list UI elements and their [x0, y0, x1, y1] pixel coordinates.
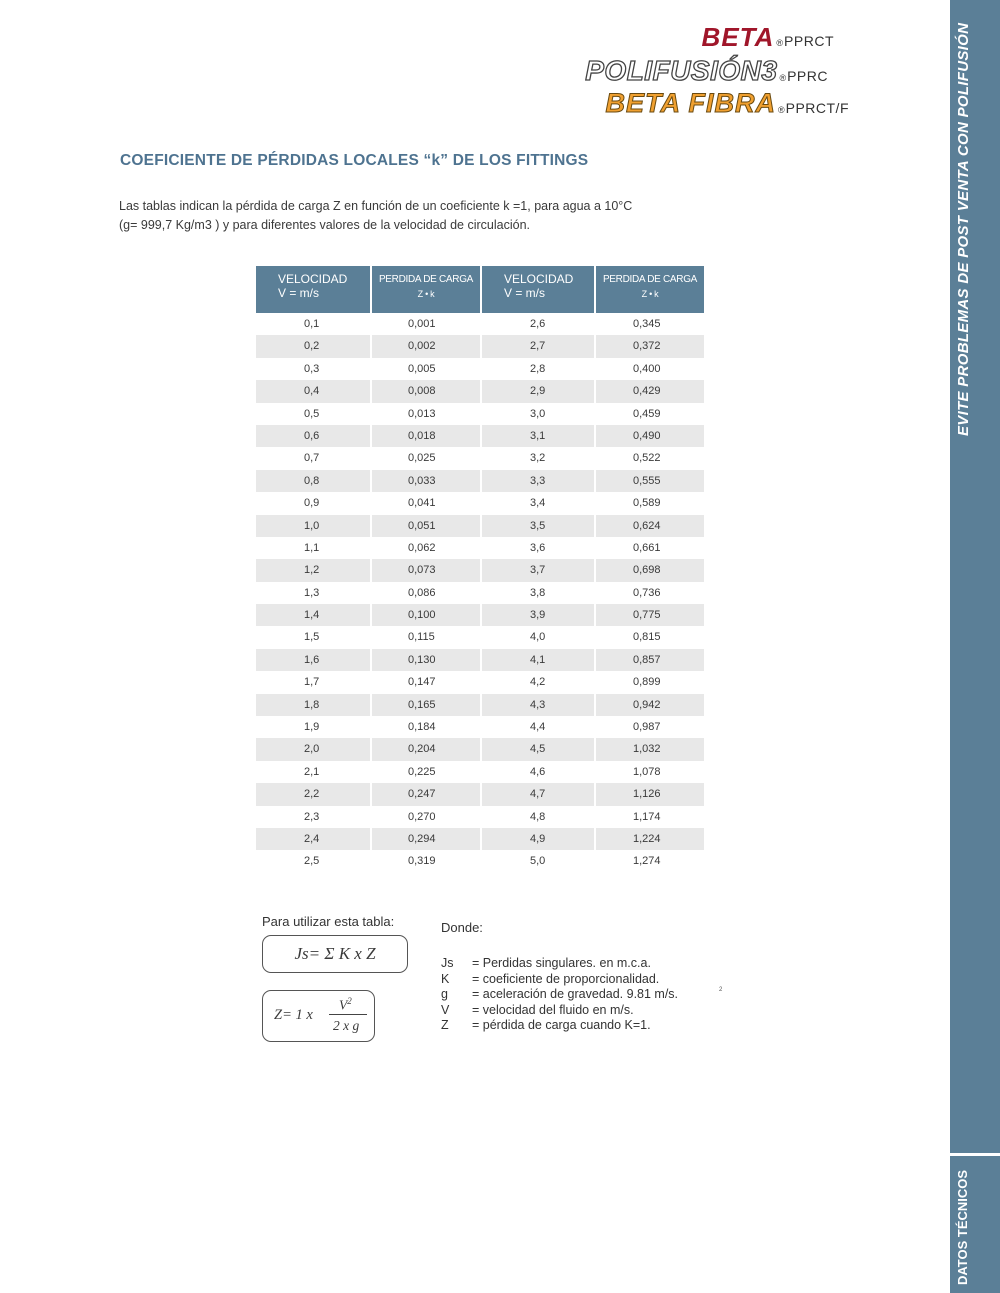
table-row	[256, 806, 704, 828]
cell-loss-left: 0,115	[408, 631, 435, 644]
cell-loss-right: 0,429	[596, 380, 704, 402]
cell-velocity-right: 2,9	[482, 380, 594, 402]
cell-velocity-right: 4,8	[530, 810, 546, 823]
cell-loss-left: 0,073	[372, 559, 480, 581]
cell-velocity-right: 3,1	[482, 425, 594, 447]
cell-velocity-right: 4,4	[530, 721, 546, 734]
cell-loss-right: 0,589	[633, 497, 661, 510]
table-row	[256, 559, 704, 581]
table-row	[256, 447, 704, 469]
brand-beta-name: BETA	[701, 22, 775, 52]
brand-polifusion-suffix: PPRC	[787, 68, 828, 84]
table-row	[256, 537, 704, 559]
cell-velocity-left: 0,5	[304, 407, 320, 420]
cell-velocity-right: 3,9	[482, 604, 594, 626]
cell-loss-left: 0,013	[408, 407, 436, 420]
cell-velocity-left: 1,2	[256, 559, 370, 581]
cell-loss-right: 1,174	[633, 810, 661, 823]
table-row	[256, 335, 704, 357]
cell-velocity-left: 1,8	[256, 694, 370, 716]
registered-mark: ®	[779, 73, 787, 83]
brand-beta-fibra-suffix: PPRCT/F	[785, 100, 849, 116]
table-row	[256, 626, 704, 648]
cell-velocity-left: 1,6	[256, 649, 370, 671]
cell-loss-left: 0,025	[408, 452, 436, 465]
legend-description: = Perdidas singulares. en m.c.a.	[472, 956, 651, 970]
cell-velocity-right: 3,7	[482, 559, 594, 581]
legend-description: = aceleración de gravedad. 9.81 m/s.	[472, 987, 679, 1001]
cell-velocity-left: 0,3	[304, 362, 320, 375]
side-slogan: EVITE PROBLEMAS DE POST VENTA CON POLIFUSIÓN	[955, 22, 972, 436]
legend-symbol: g	[441, 987, 448, 1001]
cell-loss-left: 0,165	[372, 694, 480, 716]
cell-loss-left: 0,005	[408, 362, 436, 375]
formula-z-numerator	[339, 996, 352, 1014]
cell-loss-left: 0,225	[408, 765, 436, 778]
formula-z-exponent: 2	[347, 996, 352, 1006]
cell-velocity-right: 4,5	[482, 738, 594, 760]
table-row	[256, 604, 704, 626]
header-loss-label: PERDIDA DE CARGA	[378, 274, 474, 285]
cell-loss-right: 0,400	[633, 362, 661, 375]
cell-loss-right: 0,345	[633, 318, 661, 330]
cell-loss-left: 0,270	[408, 810, 436, 823]
table-row	[256, 738, 704, 760]
legend-list	[441, 956, 723, 1034]
cell-velocity-left: 2,0	[256, 738, 370, 760]
registered-mark: ®	[777, 105, 785, 115]
table-header-row	[256, 266, 704, 313]
legend-symbol: V	[441, 1002, 450, 1017]
brand-beta-fibra-logo	[605, 90, 849, 117]
cell-velocity-right: 5,0	[530, 855, 546, 868]
header-loss-2	[596, 266, 704, 313]
cell-velocity-left: 1,4	[256, 604, 370, 626]
legend-description: = coeficiente de proporcionalidad.	[472, 971, 660, 986]
cell-loss-left: 0,001	[408, 318, 436, 330]
legend-item	[441, 987, 678, 1003]
brand-polifusion-logo	[585, 57, 828, 85]
cell-velocity-right: 4,6	[530, 765, 546, 778]
intro-line-2: (g= 999,7 Kg/m3 ) y para diferentes valores de la velocidad de circulación.	[119, 218, 530, 232]
cell-loss-right: 0,661	[633, 541, 661, 554]
cell-loss-left: 0,008	[372, 380, 480, 402]
cell-velocity-left: 1,7	[304, 676, 320, 689]
cell-velocity-left: 2,1	[304, 765, 320, 778]
formula-z-denominator: 2 x g	[333, 1018, 360, 1033]
table-row	[256, 850, 704, 872]
intro-paragraph	[119, 197, 719, 235]
cell-velocity-right: 4,7	[482, 783, 594, 805]
table-row	[256, 783, 704, 805]
cell-loss-right: 1,032	[596, 738, 704, 760]
formula-z-lhs: Z= 1 x	[274, 1007, 313, 1023]
cell-velocity-right: 3,4	[530, 497, 546, 510]
legend-symbol: K	[441, 971, 450, 986]
cell-velocity-left: 0,8	[256, 470, 370, 492]
cell-velocity-right: 3,6	[530, 541, 546, 554]
legend-item	[441, 956, 678, 972]
cell-velocity-right: 2,6	[530, 318, 546, 330]
cell-loss-right: 0,775	[596, 604, 704, 626]
cell-velocity-right: 4,1	[482, 649, 594, 671]
table-row	[256, 470, 704, 492]
header-velocity-unit: V = m/s	[278, 286, 320, 300]
cell-loss-right: 0,555	[596, 470, 704, 492]
legend-description: = velocidad del fluido en m/s.	[472, 1002, 634, 1017]
legend-description: = pérdida de carga cuando K=1.	[472, 1018, 651, 1032]
table-row	[256, 425, 704, 447]
page-title: COEFICIENTE DE PÉRDIDAS LOCALES “k” DE LOS FITTINGS	[120, 152, 589, 169]
cell-velocity-right: 4,9	[482, 828, 594, 850]
cell-velocity-right: 3,0	[530, 407, 546, 420]
cell-loss-right: 1,274	[633, 855, 661, 868]
brand-beta-fibra-name: BETA FIBRA	[605, 88, 776, 118]
table-row	[256, 515, 704, 537]
cell-velocity-left: 1,5	[304, 631, 320, 644]
header-loss-unit: Z • k	[417, 289, 435, 299]
cell-loss-left: 0,204	[372, 738, 480, 760]
usage-label: Para utilizar esta tabla:	[262, 914, 395, 929]
fraction-bar	[329, 1014, 367, 1015]
brand-beta-suffix: PPRCT	[784, 33, 834, 49]
table-row	[256, 403, 704, 425]
cell-velocity-right: 3,3	[482, 470, 594, 492]
cell-loss-right: 0,459	[633, 407, 661, 420]
cell-loss-right: 1,078	[633, 765, 661, 778]
table-row	[256, 649, 704, 671]
formula-js-box: Js= Σ K x Z	[262, 935, 408, 973]
cell-loss-right: 1,224	[596, 828, 704, 850]
brand-beta-logo	[702, 24, 834, 50]
header-velocity-1	[256, 266, 370, 313]
table-row	[256, 694, 704, 716]
cell-loss-left: 0,041	[408, 497, 436, 510]
table-row	[256, 582, 704, 604]
table-body	[256, 313, 704, 873]
cell-loss-left: 0,319	[408, 855, 436, 868]
cell-loss-left: 0,062	[408, 541, 436, 554]
table-row	[256, 671, 704, 693]
cell-loss-right: 0,698	[596, 559, 704, 581]
intro-line-1: Las tablas indican la pérdida de carga Z en función de un coeficiente k =1, para agua a 10°C	[119, 199, 633, 213]
cell-loss-left: 0,086	[408, 586, 436, 599]
cell-velocity-left: 2,4	[256, 828, 370, 850]
formula-z-box	[262, 990, 375, 1042]
cell-velocity-left: 2,2	[256, 783, 370, 805]
cell-loss-right: 0,624	[596, 515, 704, 537]
cell-velocity-left: 2,3	[304, 810, 320, 823]
cell-velocity-right: 4,0	[530, 631, 546, 644]
side-band-divider	[950, 1153, 1000, 1156]
legend-title: Donde:	[441, 920, 483, 935]
cell-loss-right: 0,987	[633, 721, 661, 734]
cell-loss-right: 1,126	[596, 783, 704, 805]
brand-polifusion-name: POLIFUSIÓN3	[585, 55, 778, 86]
cell-velocity-right: 4,3	[482, 694, 594, 716]
header-loss-unit: Z • k	[641, 289, 659, 299]
cell-loss-left: 0,294	[372, 828, 480, 850]
legend-item	[441, 1003, 678, 1019]
cell-velocity-right: 3,8	[530, 586, 546, 599]
cell-loss-left: 0,051	[372, 515, 480, 537]
cell-velocity-left: 0,6	[256, 425, 370, 447]
loss-table	[256, 266, 704, 873]
table-row	[256, 716, 704, 738]
cell-loss-right: 0,815	[633, 631, 661, 644]
cell-velocity-left: 0,7	[304, 452, 320, 465]
cell-loss-left: 0,147	[408, 676, 436, 689]
table-row	[256, 828, 704, 850]
legend-item	[441, 972, 678, 988]
cell-velocity-right: 3,2	[530, 452, 546, 465]
table-row	[256, 358, 704, 380]
cell-velocity-right: 4,2	[530, 676, 546, 689]
cell-velocity-left: 0,4	[256, 380, 370, 402]
header-velocity-unit: V = m/s	[504, 286, 546, 300]
cell-loss-left: 0,100	[372, 604, 480, 626]
header-loss-1	[372, 266, 480, 313]
cell-loss-left: 0,033	[372, 470, 480, 492]
legend-item	[441, 1018, 678, 1034]
cell-loss-right: 0,942	[596, 694, 704, 716]
header-loss-label: PERDIDA DE CARGA	[602, 274, 698, 285]
cell-loss-right: 0,736	[633, 586, 661, 599]
table-row	[256, 313, 704, 335]
cell-velocity-left: 0,2	[256, 335, 370, 357]
cell-loss-right: 0,490	[596, 425, 704, 447]
cell-loss-right: 0,899	[633, 676, 661, 689]
table-row	[256, 380, 704, 402]
cell-loss-left: 0,002	[372, 335, 480, 357]
cell-loss-right: 0,522	[633, 452, 661, 465]
cell-velocity-right: 2,8	[530, 362, 546, 375]
cell-loss-left: 0,130	[372, 649, 480, 671]
cell-velocity-left: 1,1	[304, 541, 320, 554]
registered-mark: ®	[776, 38, 784, 48]
cell-velocity-left: 1,3	[304, 586, 320, 599]
cell-velocity-left: 2,5	[304, 855, 320, 868]
cell-loss-right: 0,857	[596, 649, 704, 671]
cell-velocity-right: 3,5	[482, 515, 594, 537]
cell-loss-left: 0,018	[372, 425, 480, 447]
legend-g-superscript: 2	[719, 987, 723, 993]
cell-velocity-left: 1,9	[304, 721, 320, 734]
cell-velocity-left: 1,0	[256, 515, 370, 537]
formula-z-numerator-var: V	[339, 997, 348, 1013]
header-velocity-label: VELOCIDAD	[504, 272, 574, 286]
legend-symbol: Z	[441, 1018, 449, 1032]
cell-loss-left: 0,184	[408, 721, 436, 734]
side-section-label: DATOS TÉCNICOS	[955, 1169, 970, 1285]
cell-velocity-left: 0,9	[304, 497, 320, 510]
legend-symbol: Js	[441, 956, 454, 970]
cell-loss-right: 0,372	[596, 335, 704, 357]
cell-velocity-right: 2,7	[482, 335, 594, 357]
header-velocity-2	[482, 266, 594, 313]
cell-loss-left: 0,247	[372, 783, 480, 805]
table-row	[256, 761, 704, 783]
cell-velocity-left: 0,1	[304, 318, 320, 330]
table-row	[256, 492, 704, 514]
header-velocity-label: VELOCIDAD	[278, 272, 348, 286]
